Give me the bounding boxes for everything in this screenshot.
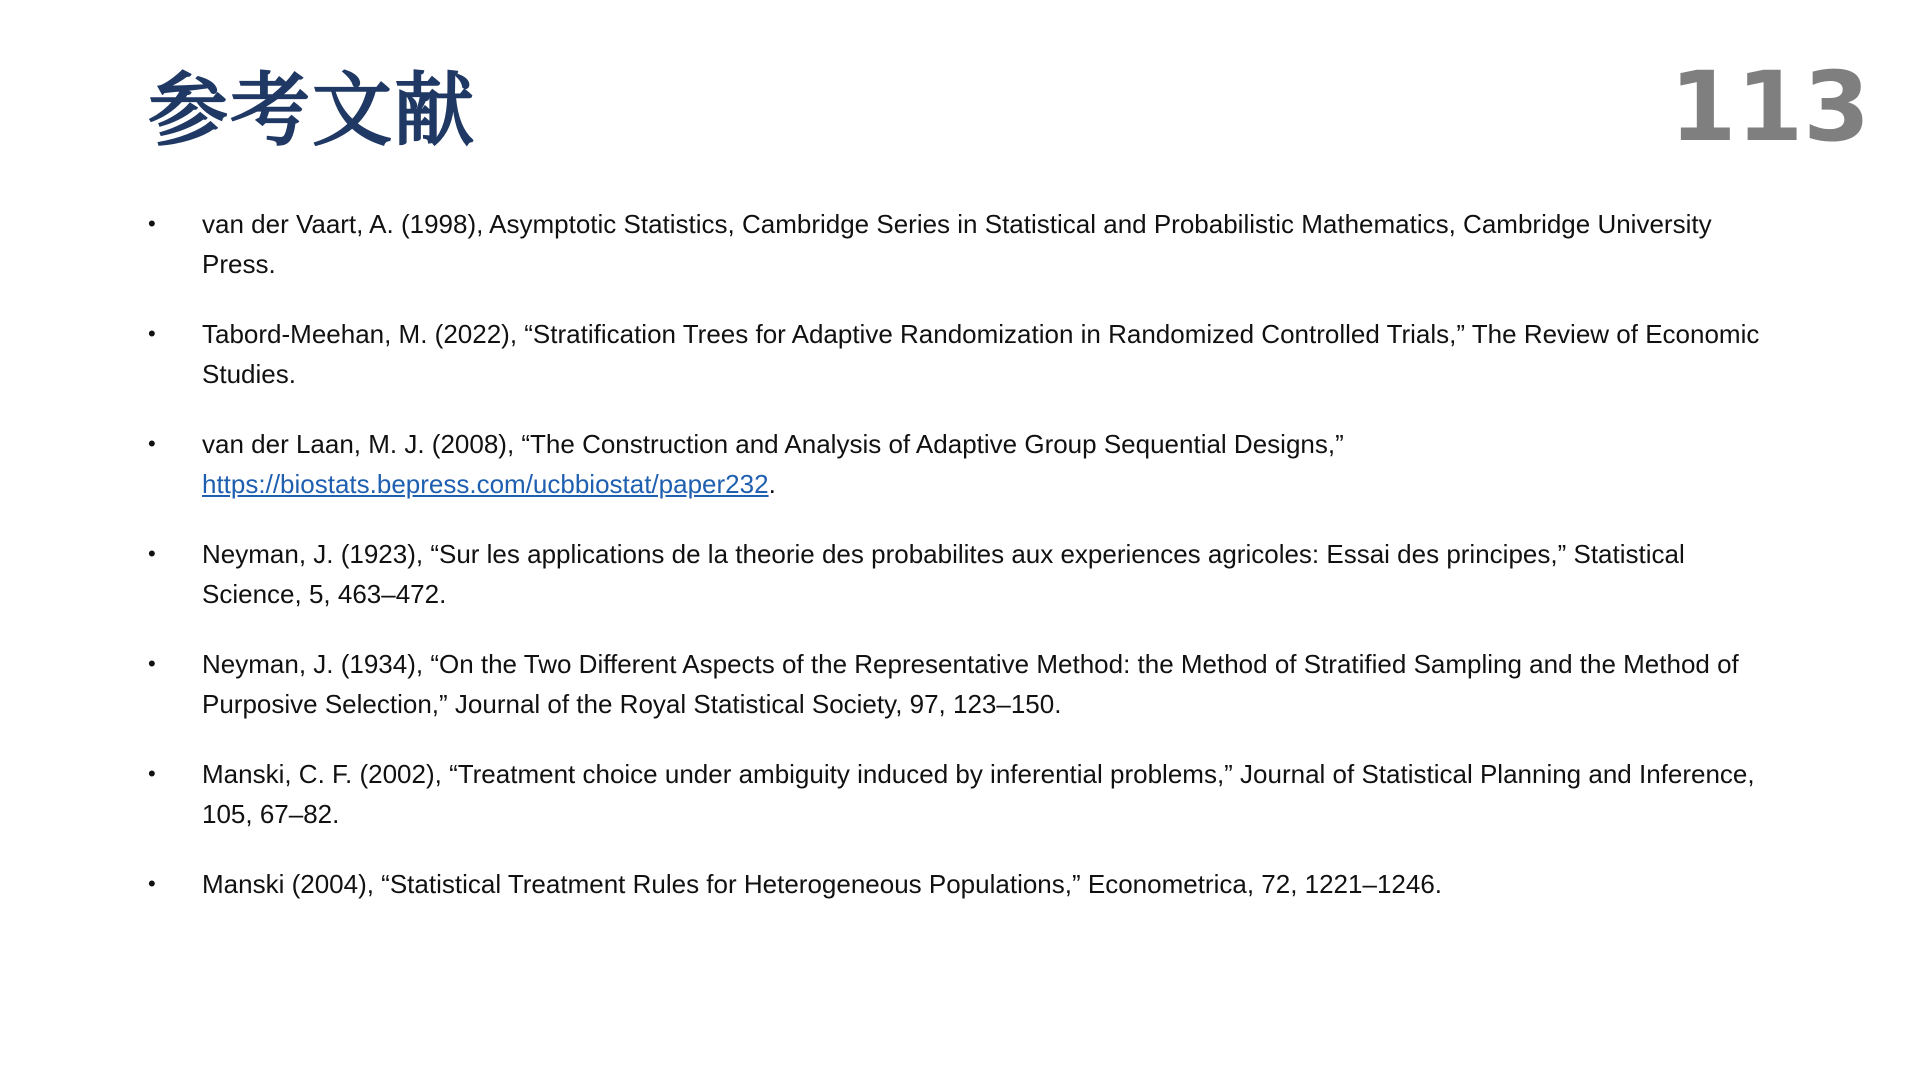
bullet-icon: • [148,541,156,566]
reference-text: Manski (2004), “Statistical Treatment Rules for Heterogeneous Populations,” Econometrica, 72, 1221–1246. [202,869,1443,899]
reference-item [148,754,1778,834]
reference-text: van der Vaart, A. (1998), Asymptotic Statistics, Cambridge Series in Statistical and Probabilistic Mathematics, Cambridge University Press. [202,209,1712,279]
bullet-icon: • [148,761,156,786]
reference-text: Tabord-Meehan, M. (2022), “Stratification Trees for Adaptive Randomization in Randomized Controlled Trials,” The Review of Economic Studies. [202,319,1760,389]
reference-text: van der Laan, M. J. (2008), “The Construction and Analysis of Adaptive Group Sequential Designs,” [202,429,1344,459]
page-number: 113 [1669,51,1870,163]
reference-text: Neyman, J. (1934), “On the Two Different Aspects of the Representative Method: the Method of Stratified Sampling and the Method of Purposive Selection,” Journal of the Royal Statistical Society, 97, 123–150. [202,649,1739,719]
bullet-icon: • [148,871,156,896]
reference-item [148,534,1778,614]
reference-text: Manski, C. F. (2002), “Treatment choice under ambiguity induced by inferential problems,” Journal of Statistical Planning and Inference, 105, 67–82. [202,759,1755,829]
reference-item [148,204,1778,284]
reference-item [148,314,1778,394]
bullet-icon: • [148,431,156,456]
reference-text: Neyman, J. (1923), “Sur les applications de la theorie des probabilites aux experiences agricoles: Essai des principes,” Statistical Science, 5, 463–472. [202,539,1685,609]
reference-item [148,864,1778,904]
reference-item [148,644,1778,724]
reference-list [148,204,1778,934]
bullet-icon: • [148,211,156,236]
reference-item [148,424,1778,504]
reference-text-suffix: . [768,469,776,499]
slide-title: 参考文献 [148,64,476,157]
bullet-icon: • [148,321,156,346]
reference-link[interactable]: https://biostats.bepress.com/ucbbiostat/paper232 [202,469,769,499]
bullet-icon: • [148,651,156,676]
